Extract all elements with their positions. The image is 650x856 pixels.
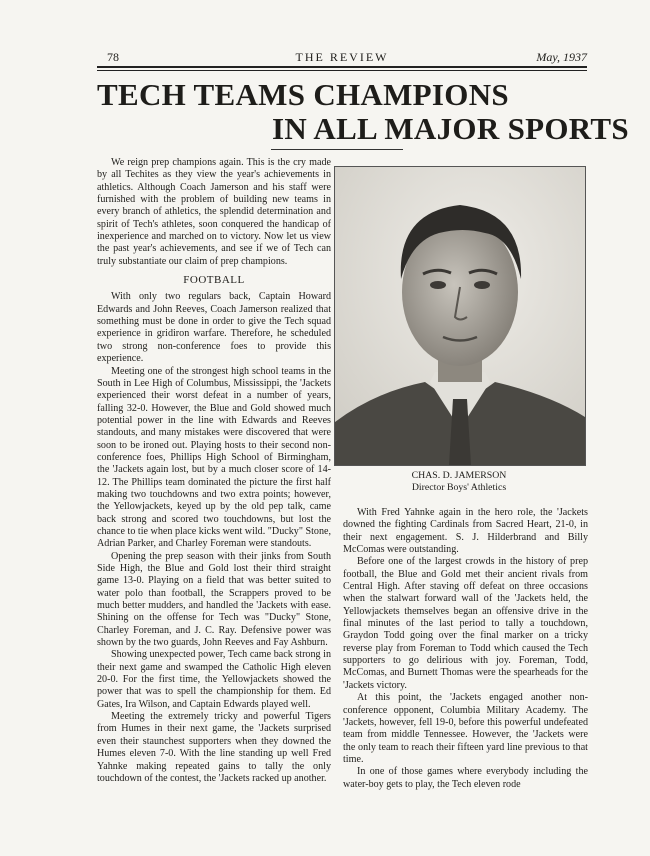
paragraph: Meeting one of the strongest high school teams in the South in Lee High of Columbus, Mississippi, the 'Jackets experienced their worst defeat in a number of years, falling 32-0. However, the Blue and Gold showed much potential power in the line with Edwards and Reeves standouts, and many mistakes were discovered that were soon to be ironed out. Playing hosts to their second non-conference foes, Phillips High School of Birmingham, the 'Jackets again lost, but by a much closer score of 14-12. The Phillips team dominated the picture the first half making two touchdowns and two extra points; however, the Yellowjackets, keyed up by the old pep talk, came back strong and scored two touchdowns, but lost the chance to tie when place kicks went wild. "Ducky" Stone, Adrian Parker, and Charley Foreman were standouts.	[97, 365, 331, 550]
caption-title: Director Boys' Athletics	[411, 482, 507, 493]
header-rule-thick	[97, 66, 587, 68]
running-header	[97, 50, 587, 66]
paragraph: At this point, the 'Jackets engaged another non-conference opponent, Columbia Military Academy. The 'Jackets, however, fell 19-0, before this powerful undefeated team from middle Tennessee. However, the 'Jackets were the only team to reach their fifteen yard line previous to that time.	[343, 692, 588, 765]
magazine-title: THE REVIEW	[295, 50, 389, 64]
paragraph: With only two regulars back, Captain Howard Edwards and John Reeves, Coach Jamerson realized that something must be done in order to give the Tech squad experience in gridiron warfare. Therefore, he scheduled two strong non-conference foes to provide this experience.	[97, 291, 331, 365]
left-column	[97, 157, 331, 785]
paragraph: Before one of the largest crowds in the history of prep football, the Blue and Gold met their ancient rivals from Central High. After staving off defeat on three occasions when the stalwart forward wall of the 'Jackets held, the Yellowjackets themselves began an offensive drive in the final minutes of the last period to tally a touchdown, Graydon Todd going over the final marker on a tricky reverse play from Foreman to Todd which caused the Tech supporters to go delirious with joy. Foreman, Todd, McComas, and Burnett Thomas were the spearheads for the 'Jackets victory.	[343, 556, 588, 691]
section-heading: FOOTBALL	[183, 274, 245, 287]
caption-name: CHAS. D. JAMERSON	[411, 470, 507, 481]
intro-paragraph: We reign prep champions again. This is the cry made by all Techites as they view the year's achievements in athletics. Although Coach Jamerson and his staff were furnished with the problem of building new teams in every branch of athletics, the splendid determination and spirit of Tech's athletes, soon conquered the handicap of inexperience and marched on to victory. Now let us view the past year's achievements, and see if we of Tech can truly substantiate our claim of prep champions.	[97, 157, 331, 267]
portrait-photo	[334, 166, 586, 466]
paragraph: With Fred Yahnke again in the hero role, the 'Jackets downed the fighting Cardinals from Sacred Heart, 21-0, in their next engagement. S. J. Hilderbrand and Billy McComas were outstanding.	[343, 507, 588, 556]
headline-line-2: IN ALL MAJOR SPORTS	[272, 111, 629, 146]
headline-line-1: TECH TEAMS CHAMPIONS	[97, 77, 509, 112]
paragraph: Opening the prep season with their jinks from South Side High, the Blue and Gold lost their third straight game 13-0. Playing on a field that was better suited to water polo than football, the Scrappers proved to be much better mudders, and handled the 'Jackets with ease. Shining on the offense for Tech was "Ducky" Stone, Charley Foreman, and J. C. Ray. Defensive power was shown by the two guards, John Reeves and Fay Ashburn.	[97, 550, 331, 649]
header-rule-thin	[97, 70, 587, 71]
photo-caption	[334, 470, 584, 494]
paragraph: Showing unexpected power, Tech came back strong in their next game and swamped the Catholic High eleven 20-0. For the first time, the Yellowjackets showed the power that was to spell the championship for them. Ed Gates, Ira Wilson, and Captain Edwards played well.	[97, 649, 331, 710]
issue-date: May, 1937	[536, 50, 587, 64]
paragraph: In one of those games where everybody including the water-boy gets to play, the Tech eleven rode	[343, 766, 588, 790]
page-number: 78	[107, 50, 119, 64]
right-column	[343, 507, 588, 791]
paragraph: Meeting the extremely tricky and powerful Tigers from Humes in their next game, the 'Jackets surprised even their staunchest supporters when they downed the Humes eleven 7-0. With the line standing up well Fred Yahnke making repeated gains to tally the only touchdown of the contest, the 'Jackets racked up another.	[97, 711, 331, 784]
portrait-image	[335, 167, 585, 465]
headline-rule	[271, 149, 403, 150]
